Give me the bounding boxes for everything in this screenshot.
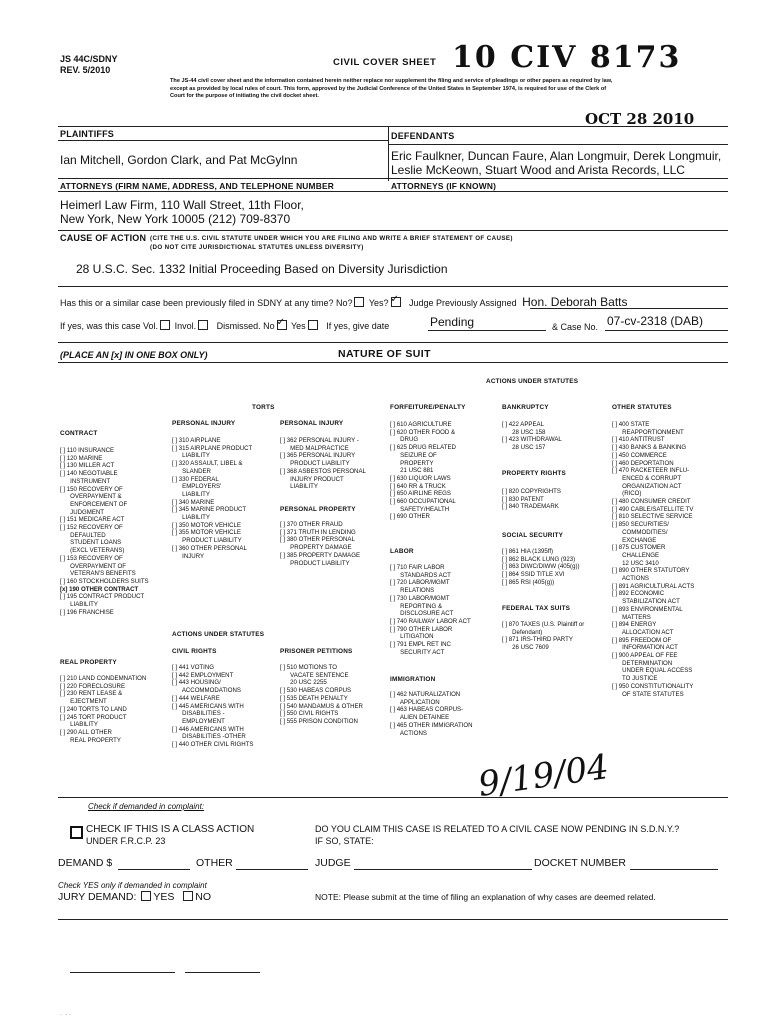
- nature-of-suit-item[interactable]: [ ] 440 OTHER CIVIL RIGHTS: [172, 741, 254, 748]
- nature-of-suit-item: STANDARDS ACT: [390, 571, 451, 579]
- nature-of-suit-item[interactable]: [ ] 230 RENT LEASE &: [60, 690, 123, 698]
- judge-label: Judge Previously Assigned: [409, 298, 517, 308]
- personal-injury-2-header: PERSONAL INJURY: [280, 420, 344, 427]
- nature-of-suit-item[interactable]: [ ] 410 ANTITRUST: [612, 436, 665, 444]
- nature-of-suit-item[interactable]: [ ] 625 DRUG RELATED: [390, 444, 456, 452]
- nature-of-suit-item[interactable]: [ ] 730 LABOR/MGMT: [390, 594, 450, 602]
- nature-of-suit-item[interactable]: [ ] 368 ASBESTOS PERSONAL: [280, 467, 366, 475]
- nature-of-suit-item[interactable]: [ ] 555 PRISON CONDITION: [280, 717, 358, 725]
- nature-of-suit-item[interactable]: [ ] 371 TRUTH IN LENDING: [280, 528, 356, 536]
- nature-of-suit-item: DISABILITIES -: [172, 710, 225, 718]
- nature-of-suit-item: 21 USC 881: [390, 467, 434, 475]
- jury-no-label: NO: [195, 891, 211, 903]
- related-note: NOTE: Please submit at the time of filing an explanation of why cases are deemed related.: [315, 892, 656, 902]
- defendants-value-2: Leslie McKeown, Stuart Wood and Arista Records, LLC: [391, 163, 685, 177]
- nature-of-suit-item[interactable]: [ ] 890 OTHER STATUTORY: [612, 567, 690, 575]
- nature-of-suit-item: PRODUCT LIABILITY: [280, 559, 350, 567]
- nature-of-suit-item[interactable]: [ ] 893 ENVIRONMENTAL: [612, 605, 683, 613]
- personal-property-header: PERSONAL PROPERTY: [280, 506, 356, 513]
- nature-of-suit-item[interactable]: [ ] 330 FEDERAL: [172, 475, 219, 483]
- nature-of-suit-item: ACCOMMODATIONS: [172, 687, 241, 695]
- nature-of-suit-item: LIABILITY: [172, 514, 210, 521]
- jury-yes-checkbox[interactable]: [141, 891, 151, 901]
- nature-of-suit-item: MATTERS: [612, 613, 651, 621]
- defendant-attorneys-label: ATTORNEYS (IF KNOWN): [391, 181, 497, 191]
- nature-of-suit-item[interactable]: [ ] 863 DIWC/DIWW (405(g)): [502, 563, 580, 571]
- caseno-value: 07-cv-2318 (DAB): [607, 314, 704, 328]
- nature-of-suit-item[interactable]: [ ] 445 AMERICANS WITH: [172, 702, 244, 710]
- nature-of-suit-item: Defendant): [502, 628, 543, 636]
- nature-of-suit-item[interactable]: [ ] 791 EMPL RET INC: [390, 641, 451, 648]
- cause-label: CAUSE OF ACTION: [60, 233, 147, 243]
- nature-of-suit-item: JUDGMENT: [60, 508, 105, 516]
- nature-of-suit-item[interactable]: [ ] 630 LIQUOR LAWS: [390, 474, 451, 482]
- nature-of-suit-item[interactable]: [ ] 210 LAND CONDEMNATION: [60, 675, 147, 682]
- defendants-label: DEFENDANTS: [391, 131, 455, 141]
- nature-of-suit-item[interactable]: [ ] 864 SSID TITLE XVI: [502, 571, 565, 579]
- nature-of-suit-item[interactable]: [ ] 470 RACKETEER INFLU-: [612, 467, 690, 475]
- nature-of-suit-item[interactable]: [ ] 220 FORECLOSURE: [60, 682, 126, 690]
- nature-of-suit-item[interactable]: [ ] 891 AGRICULTURAL ACTS: [612, 582, 695, 590]
- nature-of-suit-item: 20 USC 2255: [280, 679, 327, 687]
- nature-of-suit-item: LIABILITY: [60, 721, 98, 729]
- ifyes-label: If yes, was this case: [60, 321, 141, 331]
- nature-of-suit-item: MED MALPRACTICE: [280, 444, 349, 452]
- nature-of-suit-item: REAL PROPERTY: [60, 736, 121, 744]
- nature-of-suit-item[interactable]: [ ] 430 BANKS & BANKING: [612, 444, 687, 452]
- dismissed-label: Dismissed.: [216, 321, 261, 331]
- nature-of-suit-item: 12 USC 3410: [612, 559, 659, 567]
- nature-of-suit-item[interactable]: [ ] 320 ASSAULT, LIBEL &: [172, 460, 243, 468]
- nature-of-suit-item: CHALLENGE: [612, 551, 660, 559]
- nature-of-suit-item: LIABILITY: [172, 452, 210, 460]
- prior-yes-checkbox[interactable]: [391, 297, 401, 307]
- nature-of-suit-item: UNDER EQUAL ACCESS: [612, 667, 693, 675]
- class-action-checkbox[interactable]: [70, 826, 83, 839]
- prior-no-checkbox[interactable]: [354, 297, 364, 307]
- nature-of-suit-item: ENCED & CORRUPT: [612, 474, 682, 482]
- civil-rights-header: CIVIL RIGHTS: [172, 648, 217, 655]
- dismissed-yes-label: Yes: [291, 321, 306, 331]
- nature-of-suit-item: INFORMATION ACT: [612, 644, 678, 652]
- nature-of-suit-item[interactable]: [ ] 423 WITHDRAWAL: [502, 436, 562, 444]
- nature-of-suit-item: EXCHANGE: [612, 536, 657, 544]
- nature-of-suit-item: ACTIONS: [390, 729, 427, 737]
- nature-of-suit-item[interactable]: [ ] 820 COPYRIGHTS: [502, 488, 561, 495]
- nature-of-suit-item: INSTRUMENT: [60, 477, 111, 485]
- nature-of-suit-item: STABILIZATION ACT: [612, 598, 680, 606]
- nature-of-suit-item[interactable]: [ ] 710 FAIR LABOR: [390, 564, 445, 571]
- nature-of-suit-item[interactable]: [ ] 550 CIVIL RIGHTS: [280, 710, 339, 718]
- nature-of-suit-item[interactable]: [ ] 840 TRADEMARK: [502, 503, 559, 511]
- nature-of-suit-item[interactable]: [ ] 480 CONSUMER CREDIT: [612, 498, 691, 505]
- nature-of-suit-item[interactable]: [ ] 444 WELFARE: [172, 694, 220, 702]
- dismissed-yes-checkbox[interactable]: [308, 320, 318, 330]
- nature-of-suit-item[interactable]: [ ] 535 DEATH PENALTY: [280, 694, 348, 702]
- nature-of-suit-item[interactable]: [ ] 130 MILLER ACT: [60, 462, 115, 470]
- attorneys-value-1: Heimerl Law Firm, 110 Wall Street, 11th Floor,: [60, 198, 304, 212]
- place-label: (PLACE AN [x] IN ONE BOX ONLY): [60, 350, 208, 360]
- bankruptcy-header: BANKRUPTCY: [502, 404, 549, 411]
- nature-of-suit-item: DRUG: [390, 436, 419, 444]
- immigration-header: IMMIGRATION: [390, 676, 436, 683]
- nature-of-suit-item: ACTIONS: [612, 575, 649, 582]
- nature-of-suit-item[interactable]: [ ] 450 COMMERCE: [612, 451, 667, 459]
- nature-of-suit-item[interactable]: [ ] 151 MEDICARE ACT: [60, 516, 125, 524]
- prior-question-text: Has this or a similar case been previously filed in SDNY at any time? No?: [60, 298, 353, 308]
- invol-label: Invol.: [174, 321, 197, 331]
- nature-of-suit-item: (RICO): [612, 490, 642, 498]
- nature-of-suit-item[interactable]: [ ] 150 RECOVERY OF: [60, 485, 123, 493]
- attorneys-value-2: New York, New York 10005 (212) 709-8370: [60, 212, 291, 226]
- jury-no-checkbox[interactable]: [183, 891, 193, 901]
- dismissed-no-checkbox[interactable]: [277, 320, 287, 330]
- nature-of-suit-item[interactable]: [ ] 510 MOTIONS TO: [280, 664, 338, 671]
- nature-of-suit-item[interactable]: [ ] 850 SECURITIES/: [612, 521, 669, 529]
- nature-of-suit-item[interactable]: [ ] 360 OTHER PERSONAL: [172, 544, 247, 552]
- related-question-1: DO YOU CLAIM THIS CASE IS RELATED TO A CIVIL CASE NOW PENDING IN S.D.N.Y.?: [315, 824, 680, 834]
- nature-of-suit-item[interactable]: [ ] 895 FREEDOM OF: [612, 636, 672, 644]
- nature-of-suit-item[interactable]: [ ] 153 RECOVERY OF: [60, 554, 123, 562]
- nature-of-suit-item[interactable]: [ ] 345 MARINE PRODUCT: [172, 506, 247, 514]
- nature-of-suit-item: SAFETY/HEALTH: [390, 505, 450, 513]
- nature-of-suit-item[interactable]: [ ] 350 MOTOR VEHICLE: [172, 521, 241, 529]
- labor-header: LABOR: [390, 548, 414, 555]
- attorneys-label: ATTORNEYS (FIRM NAME, ADDRESS, AND TELEPHONE NUMBER: [60, 181, 335, 191]
- nature-of-suit-item: EMPLOYMENT: [172, 717, 225, 725]
- form-rev: REV. 5/2010: [60, 65, 111, 75]
- nature-of-suit-item: APPLICATION: [390, 698, 440, 706]
- property-rights-header: PROPERTY RIGHTS: [502, 470, 566, 477]
- plaintiffs-label: PLAINTIFFS: [60, 129, 114, 139]
- nature-of-suit-item[interactable]: [ ] 400 STATE: [612, 421, 650, 428]
- nature-of-suit-item: LIABILITY: [280, 483, 318, 491]
- nature-of-suit-item[interactable]: [ ] 196 FRANCHISE: [60, 608, 114, 616]
- nature-of-suit-item[interactable]: [ ] 830 PATENT: [502, 495, 544, 503]
- nature-of-suit-item[interactable]: [x] 190 OTHER CONTRACT: [60, 585, 139, 593]
- nature-of-suit-item[interactable]: [ ] 310 AIRPLANE: [172, 437, 221, 444]
- class-action-label-2: UNDER F.R.C.P. 23: [86, 836, 166, 846]
- nature-of-suit-item[interactable]: [ ] 660 OCCUPATIONAL: [390, 498, 456, 505]
- nature-of-suit-item: INJURY: [172, 552, 205, 560]
- judge-bottom-label: JUDGE: [315, 857, 351, 869]
- nature-of-suit-item: SEIZURE OF: [390, 451, 437, 459]
- nature-of-suit-item[interactable]: [ ] 620 OTHER FOOD &: [390, 428, 456, 436]
- nature-title: NATURE OF SUIT: [338, 348, 431, 360]
- nature-of-suit-item[interactable]: [ ] 870 TAXES (U.S. Plaintiff or: [502, 621, 585, 628]
- nature-of-suit-item[interactable]: [ ] 950 CONSTITUTIONALITY: [612, 682, 694, 690]
- nature-of-suit-item[interactable]: [ ] 463 HABEAS CORPUS-: [390, 706, 464, 714]
- case-number-stamp: 10 CIV 8173: [452, 40, 682, 75]
- nature-of-suit-item[interactable]: [ ] 441 VOTING: [172, 664, 214, 671]
- nature-of-suit-item[interactable]: [ ] 865 RSI (405(g)): [502, 578, 555, 586]
- nature-of-suit-item: EJECTMENT: [60, 698, 107, 706]
- nature-of-suit-item: LIABILITY: [60, 601, 98, 608]
- nature-of-suit-item[interactable]: [ ] 610 AGRICULTURE: [390, 421, 452, 428]
- nature-of-suit-item[interactable]: [ ] 362 PERSONAL INJURY -: [280, 437, 359, 444]
- forfeiture-header: FORFEITURE/PENALTY: [390, 404, 466, 411]
- nature-of-suit-item[interactable]: [ ] 422 APPEAL: [502, 421, 545, 428]
- cause-instruction: (CITE THE U.S. CIVIL STATUTE UNDER WHICH YOU ARE FILING AND WRITE A BRIEF STATEMENT OF CAUSE): [150, 235, 513, 242]
- nature-of-suit-item: COMMODITIES/: [612, 528, 668, 536]
- prior-details: [60, 320, 389, 331]
- jury-demand-label: JURY DEMAND:: [58, 891, 137, 903]
- real-property-header: REAL PROPERTY: [60, 659, 117, 666]
- nature-of-suit-item[interactable]: [ ] 530 HABEAS CORPUS: [280, 687, 352, 695]
- nature-of-suit-item[interactable]: [ ] 140 NEGOTIABLE: [60, 470, 118, 478]
- nature-of-suit-item[interactable]: [ ] 315 AIRPLANE PRODUCT: [172, 444, 253, 452]
- prior-question: [60, 295, 628, 309]
- nature-of-suit-item[interactable]: [ ] 790 OTHER LABOR: [390, 625, 453, 633]
- personal-injury-header: PERSONAL INJURY: [172, 420, 236, 427]
- caseno-label: & Case No.: [552, 322, 599, 332]
- give-date-label: If yes, give date: [326, 321, 390, 331]
- judge-value: Hon. Deborah Batts: [522, 295, 628, 309]
- nature-of-suit-item[interactable]: [ ] 195 CONTRACT PRODUCT: [60, 593, 145, 601]
- social-security-header: SOCIAL SECURITY: [502, 532, 564, 539]
- nature-of-suit-item[interactable]: [ ] 370 OTHER FRAUD: [280, 521, 343, 528]
- nature-of-suit-item[interactable]: [ ] 240 TORTS TO LAND: [60, 705, 127, 713]
- nature-of-suit-item: INJURY PRODUCT: [280, 475, 344, 483]
- nature-of-suit-item[interactable]: [ ] 640 RR & TRUCK: [390, 482, 446, 490]
- nature-of-suit-item: REPORTING &: [390, 602, 443, 610]
- nature-of-suit-item[interactable]: [ ] 442 EMPLOYMENT: [172, 671, 234, 679]
- actions-under-statutes-header: ACTIONS UNDER STATUTES: [486, 378, 579, 385]
- demand-label: DEMAND $: [58, 857, 113, 869]
- nature-of-suit-item: ALLOCATION ACT: [612, 628, 674, 636]
- nature-of-suit-item[interactable]: [ ] 465 OTHER IMMIGRATION: [390, 721, 473, 729]
- nature-of-suit-item: RELATIONS: [390, 587, 435, 595]
- nature-of-suit-item[interactable]: [ ] 380 OTHER PERSONAL: [280, 536, 355, 544]
- nature-of-suit-item: DISCLOSURE ACT: [390, 610, 454, 618]
- nature-of-suit-item: LIABILITY: [172, 490, 210, 498]
- nature-of-suit-item: DISABILITIES -OTHER: [172, 733, 246, 741]
- jury-yes-label: YES: [153, 891, 175, 903]
- actions-under-statutes-2-header: ACTIONS UNDER STATUTES: [172, 631, 265, 638]
- contract-header: CONTRACT: [60, 430, 98, 437]
- nature-of-suit-item: 26 USC 7609: [502, 644, 549, 652]
- nature-of-suit-item[interactable]: [ ] 443 HOUSING/: [172, 679, 221, 687]
- nature-of-suit-item: DETERMINATION: [612, 659, 673, 667]
- nature-of-suit-item: OVERPAYMENT OF: [60, 562, 127, 570]
- nature-of-suit-item[interactable]: [ ] 650 AIRLINE REGS: [390, 490, 451, 498]
- federal-tax-header: FEDERAL TAX SUITS: [502, 605, 571, 612]
- nature-of-suit-item: 28 USC 158: [502, 428, 546, 436]
- check-yes-note: Check YES only if demanded in complaint: [58, 881, 207, 890]
- nature-of-suit-item[interactable]: [ ] 690 OTHER: [390, 513, 430, 521]
- nature-of-suit-item[interactable]: [ ] 540 MANDAMUS & OTHER: [280, 702, 363, 710]
- nature-of-suit-item: VACATE SENTENCE: [280, 671, 349, 679]
- nature-of-suit-item: PRODUCT LIABILITY: [280, 460, 350, 468]
- intro-text: The JS-44 civil cover sheet and the information contained herein neither replace nor supplement the filing and service of pleadings or other papers as required by law, except as provided by local rules of court. This form, approved by the Judicial Conference of the United States in September 1974, is required for use of the Clerk of Court for the purpose of initiating the civil docket sheet.: [170, 78, 613, 100]
- prior-yes-label: Yes?: [368, 298, 389, 308]
- other-label: OTHER: [196, 857, 233, 869]
- docket-number-label: DOCKET NUMBER: [534, 857, 626, 869]
- cause-text: 28 U.S.C. Sec. 1332 Initial Proceeding Based on Diversity Jurisdiction: [76, 262, 448, 276]
- nature-of-suit-item[interactable]: [ ] 152 RECOVERY OF: [60, 524, 123, 531]
- nature-of-suit-item[interactable]: [ ] 160 STOCKHOLDERS SUITS: [60, 577, 149, 585]
- nature-of-suit-item: SLANDER: [172, 467, 211, 475]
- related-question-2: IF SO, STATE:: [315, 836, 374, 846]
- nature-of-suit-item[interactable]: [ ] 720 LABOR/MGMT: [390, 579, 450, 587]
- nature-of-suit-item[interactable]: [ ] 894 ENERGY: [612, 621, 657, 629]
- form-title: CIVIL COVER SHEET: [333, 57, 437, 68]
- nature-of-suit-item: SECURITY ACT: [390, 648, 445, 656]
- nature-of-suit-item[interactable]: [ ] 460 DEPORTATION: [612, 459, 674, 467]
- prior-date-value: Pending: [430, 315, 475, 329]
- nature-of-suit-item[interactable]: [ ] 340 MARINE: [172, 498, 215, 506]
- nature-of-suit-item: PROPERTY DAMAGE: [280, 544, 352, 552]
- nature-of-suit-item: PROPERTY: [390, 459, 434, 467]
- nature-of-suit-item[interactable]: [ ] 110 INSURANCE: [60, 447, 115, 454]
- nature-of-suit-item: 28 USC 157: [502, 444, 546, 452]
- nature-of-suit-item: EMPLOYERS': [172, 483, 222, 491]
- nature-of-suit-item: LITIGATION: [390, 633, 434, 641]
- nature-of-suit-item[interactable]: [ ] 490 CABLE/SATELLITE TV: [612, 505, 694, 513]
- nature-of-suit-item[interactable]: [ ] 120 MARINE: [60, 454, 103, 462]
- nature-of-suit-item: OVERPAYMENT &: [60, 493, 122, 501]
- plaintiffs-value: Ian Mitchell, Gordon Clark, and Pat McGylnn: [60, 153, 298, 167]
- dismissed-no-label: No: [263, 321, 275, 331]
- nature-of-suit-item: (EXCL VETERANS): [60, 547, 125, 555]
- nature-of-suit-item[interactable]: [ ] 385 PROPERTY DAMAGE: [280, 551, 361, 559]
- class-action-label-1: CHECK IF THIS IS A CLASS ACTION: [86, 824, 255, 835]
- invol-checkbox[interactable]: [198, 320, 208, 330]
- nature-of-suit-item: DEFAULTED: [60, 531, 106, 539]
- nature-of-suit-item: TO JUSTICE: [612, 675, 658, 683]
- nature-of-suit-item[interactable]: [ ] 810 SELECTIVE SERVICE: [612, 513, 693, 521]
- nature-of-suit-item[interactable]: [ ] 290 ALL OTHER: [60, 728, 112, 736]
- nature-of-suit-item: STUDENT LOANS: [60, 539, 122, 547]
- jury-demand: [58, 891, 211, 903]
- nature-of-suit-item[interactable]: [ ] 875 CUSTOMER: [612, 544, 666, 552]
- vol-checkbox[interactable]: [160, 320, 170, 330]
- date-stamp: OCT 28 2010: [585, 110, 695, 128]
- handwritten-date: 9/19/04: [475, 747, 612, 805]
- vol-label: Vol.: [143, 321, 159, 331]
- nature-of-suit-item[interactable]: [ ] 740 RAILWAY LABOR ACT: [390, 617, 471, 625]
- nature-of-suit-item: REAPPORTIONMENT: [612, 428, 684, 436]
- nature-of-suit-item: VETERAN'S BENEFITS: [60, 570, 136, 578]
- nature-of-suit-item[interactable]: [ ] 900 APPEAL OF FEE: [612, 652, 678, 659]
- nature-of-suit-item: OF STATE STATUTES: [612, 690, 684, 698]
- nature-of-suit-item[interactable]: [ ] 446 AMERICANS WITH: [172, 725, 244, 733]
- nature-of-suit-item[interactable]: [ ] 861 HIA (1395ff): [502, 548, 554, 555]
- nature-of-suit-item[interactable]: [ ] 862 BLACK LUNG (923): [502, 555, 576, 563]
- other-statutes-header: OTHER STATUTES: [612, 404, 672, 411]
- nature-of-suit-item: PRODUCT LIABILITY: [172, 537, 242, 545]
- torts-header: TORTS: [252, 404, 275, 411]
- nature-of-suit-item[interactable]: [ ] 355 MOTOR VEHICLE: [172, 529, 241, 537]
- nature-of-suit-item[interactable]: [ ] 871 IRS-THIRD PARTY: [502, 636, 573, 644]
- nature-of-suit-item: ALIEN DETAINEE: [390, 714, 450, 722]
- nature-of-suit-item[interactable]: [ ] 245 TORT PRODUCT: [60, 713, 127, 721]
- cause-instruction-2: (DO NOT CITE JURISDICTIONAL STATUTES UNLESS DIVERSITY): [150, 244, 364, 251]
- check-demanded-label: Check if demanded in complaint:: [88, 802, 205, 811]
- defendants-value-1: Eric Faulkner, Duncan Faure, Alan Longmuir, Derek Longmuir,: [391, 149, 722, 163]
- form-id: JS 44C/SDNY: [60, 54, 118, 64]
- prisoner-petitions-header: PRISONER PETITIONS: [280, 648, 353, 655]
- nature-of-suit-item: ENFORCEMENT OF: [60, 500, 128, 508]
- nature-of-suit-item[interactable]: [ ] 462 NATURALIZATION: [390, 691, 461, 698]
- nature-of-suit-item[interactable]: [ ] 892 ECONOMIC: [612, 590, 665, 598]
- nature-of-suit-item[interactable]: [ ] 365 PERSONAL INJURY: [280, 452, 356, 460]
- nature-of-suit-item: ORGANIZATION ACT: [612, 482, 682, 490]
